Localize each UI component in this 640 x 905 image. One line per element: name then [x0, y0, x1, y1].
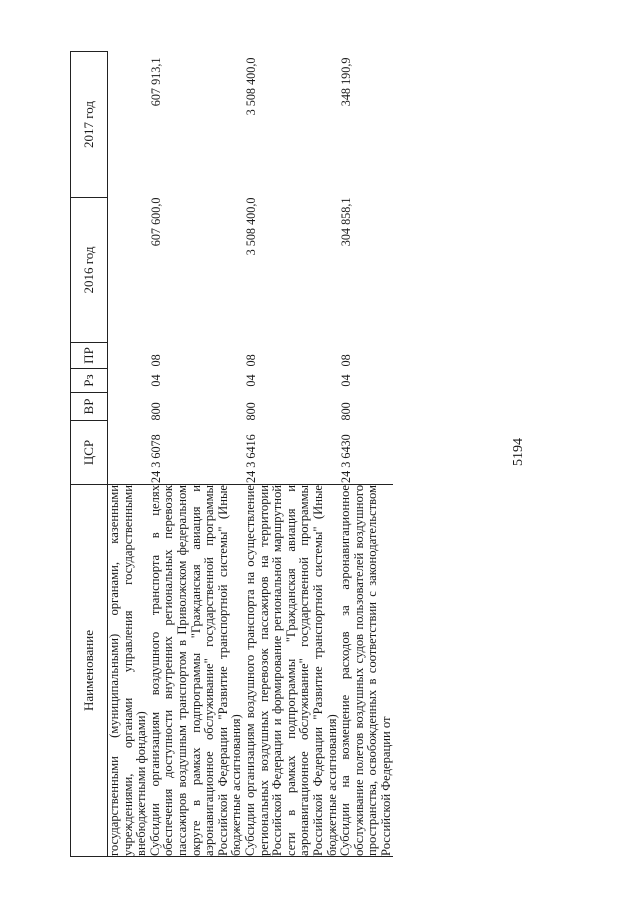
- row-2017: 3 508 400,0: [243, 57, 258, 116]
- table-row: [149, 52, 244, 857]
- row-pr: [108, 343, 149, 369]
- row-2016: 304 858,1: [339, 197, 354, 247]
- row-vr: 800: [148, 402, 163, 421]
- rotated-page-content: [70, 52, 607, 857]
- header-csr: ЦСР: [71, 421, 108, 485]
- table-row: [339, 52, 393, 857]
- header-2017: 2017 год: [71, 52, 108, 198]
- row-vr: 800: [339, 402, 354, 421]
- row-rz: 04: [243, 374, 258, 387]
- row-pr: 08: [339, 354, 354, 367]
- row-2017: [108, 52, 149, 198]
- header-2016: 2016 год: [71, 198, 108, 343]
- budget-table: [70, 51, 393, 857]
- row-csr: [108, 421, 149, 485]
- row-rz: 04: [148, 374, 163, 387]
- row-rz: 04: [339, 374, 354, 387]
- table-row: [108, 52, 149, 857]
- row-2016: [108, 198, 149, 343]
- row-pr: 08: [243, 354, 258, 367]
- row-2017: 348 190,9: [339, 57, 354, 107]
- row-pr: 08: [148, 354, 163, 367]
- row-rz: [108, 369, 149, 393]
- table-header-row: [71, 52, 108, 857]
- row-vr: 800: [243, 402, 258, 421]
- row-csr: 24 3 6430: [339, 434, 354, 483]
- row-csr: 24 3 6416: [243, 434, 258, 483]
- row-2016: 607 600,0: [148, 197, 163, 247]
- row-2017: 607 913,1: [148, 57, 163, 107]
- row-name: государственными (муниципальными) органами, казенными учреждениями, органами управления государственными внебюджетными фондами): [107, 485, 149, 856]
- page-number: 5194: [511, 438, 526, 466]
- row-name: Субсидии на возмещение расходов за аэронавигационное обслуживание полетов воздушных судов пользователей воздушного пространства, освобожденных в соответствии с законодательством Российской Федерации от: [338, 485, 393, 856]
- header-vr: ВР: [71, 393, 108, 421]
- row-name: Субсидии организациям воздушного транспорта в целях обеспечения доступности внутренних региональных перевозок пассажиров воздушным транспортом в Приволжском федеральном округе в рамках подпрограммы "Гражданская авиация и аэронавигационное обслуживание" государственной программы Российской Федерации "Развитие транспортной системы" (Иные бюджетные ассигнования): [147, 485, 244, 856]
- table-row: [244, 52, 339, 857]
- header-pr: ПР: [71, 343, 108, 369]
- row-csr: 24 3 6078: [148, 434, 163, 483]
- header-name: Наименование: [71, 485, 108, 857]
- row-name: Субсидии организациям воздушного транспорта на осуществление региональных воздушных перевозок пассажиров на территории Российской Федерации и формирование региональной маршрутной сети в рамках подпрограммы "Гражданская авиация и аэронавигационное обслуживание" государственной программы Российской Федерации "Развитие транспортной системы" (Иные бюджетные ассигнования): [242, 485, 339, 856]
- row-vr: [108, 393, 149, 421]
- header-rz: Рз: [71, 369, 108, 393]
- row-2016: 3 508 400,0: [243, 197, 258, 256]
